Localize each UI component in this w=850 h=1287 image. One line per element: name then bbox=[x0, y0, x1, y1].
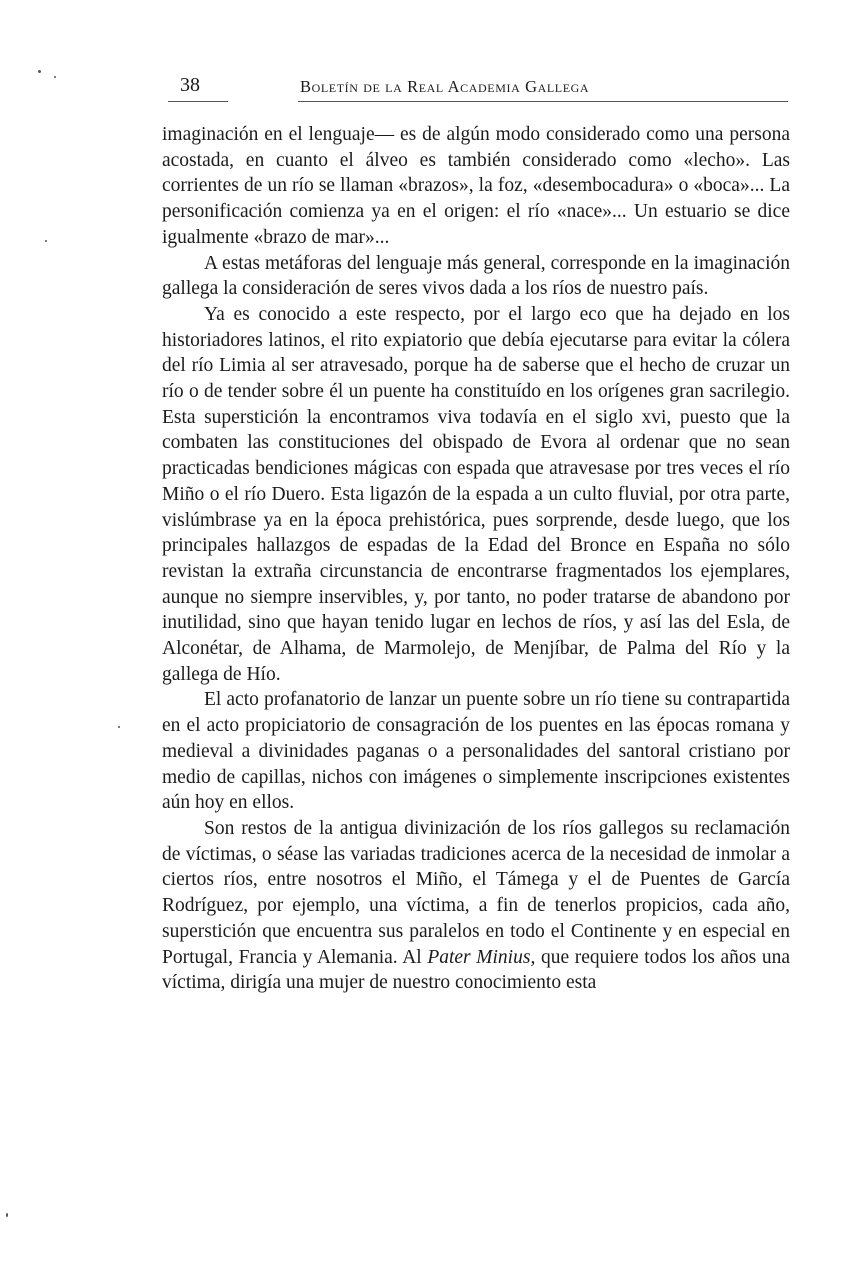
scan-speck bbox=[54, 76, 56, 78]
scan-speck bbox=[6, 1213, 8, 1217]
page-header bbox=[164, 74, 790, 100]
paragraph-4: El acto profanatorio de lanzar un puente sobre un río tiene su contrapartida en el acto propiciatorio de consagración de los puentes en las épocas romana y medieval a divinidades paganas o a personalidades del santoral cristiano por medio de capillas, nichos con imágenes o simplemente inscripciones existentes aún hoy en ellos. bbox=[162, 689, 790, 814]
page-number: 38 bbox=[180, 74, 200, 96]
header-rule-left bbox=[168, 101, 228, 102]
paragraph-1: imaginación en el lenguaje— es de algún modo considerado como una persona acostada, en cuanto el álveo es también considerado como «lecho». Las corrientes de un río se llaman «brazos», la foz, «desembocadura» o «boca»... La personificación comienza ya en el origen: el río «nace»... Un estuario se dice igualmente «brazo de mar»... bbox=[162, 124, 790, 248]
paragraph-2: A estas metáforas del lenguaje más general, corresponde en la imaginación gallega la consideración de seres vivos dada a los ríos de nuestro país. bbox=[162, 252, 790, 300]
paragraph-3: Ya es conocido a este respecto, por el largo eco que ha dejado en los historiadores latinos, el rito expiatorio que debía ejecutarse para evitar la cólera del río Limia al ser atravesado, porque ha de saberse que el hecho de cruzar un río o de tender sobre él un puente ha constituído en los orígenes gran sacrilegio. Esta superstición la encontramos viva todavía en el siglo xvi, puesto que la combaten las constituciones del obispado de Evora al ordenar que no sean practicadas bendiciones mágicas con espada que atravesase por tres veces el río Miño o el río Duero. Esta ligazón de la espada a un culto fluvial, por otra parte, vislúmbrase ya en la época prehistórica, pues sorprende, desde luego, que los principales hallazgos de espadas de la Edad del Bronce en España no sólo revistan la extraña circunstancia de encontrarse fragmentados los ejemplares, aunque no siempre inservibles, y, por tanto, no poder tratarse de abandono por inutilidad, sino que hayan tenido lugar en lechos de ríos, y así las del Esla, de Alconétar, de Alhama, de Marmolejo, de Menjíbar, de Palma del Río y la gallega de Hío. bbox=[162, 303, 790, 685]
paragraph-5-text-before: Son restos de la antigua divinización de los ríos gallegos su reclamación de víctimas, o séase las variadas tradiciones acerca de la necesidad de inmolar a ciertos ríos, entre nosotros el Miño, el Támega y el de Puentes de García Rodríguez, por ejemplo, una víctima, a fin de tenerlos propicios, cada año, superstición que encuentra sus paralelos en todo el Continente y en especial en Portugal, Francia y Alemania. Al bbox=[162, 817, 790, 968]
scan-speck bbox=[118, 726, 120, 728]
running-head: Boletín de la Real Academia Gallega bbox=[300, 77, 590, 96]
pater-minius-italic: Pater Minius, bbox=[427, 946, 536, 968]
header-rule-right bbox=[298, 101, 788, 102]
scan-speck bbox=[45, 240, 47, 242]
scan-speck bbox=[38, 70, 41, 73]
paragraph-5-text-after: que requiere todos los años una víctima, dirigía una mujer de nuestro conocimiento esta bbox=[162, 946, 791, 994]
body-text bbox=[162, 122, 790, 996]
paragraph-5 bbox=[162, 816, 790, 996]
